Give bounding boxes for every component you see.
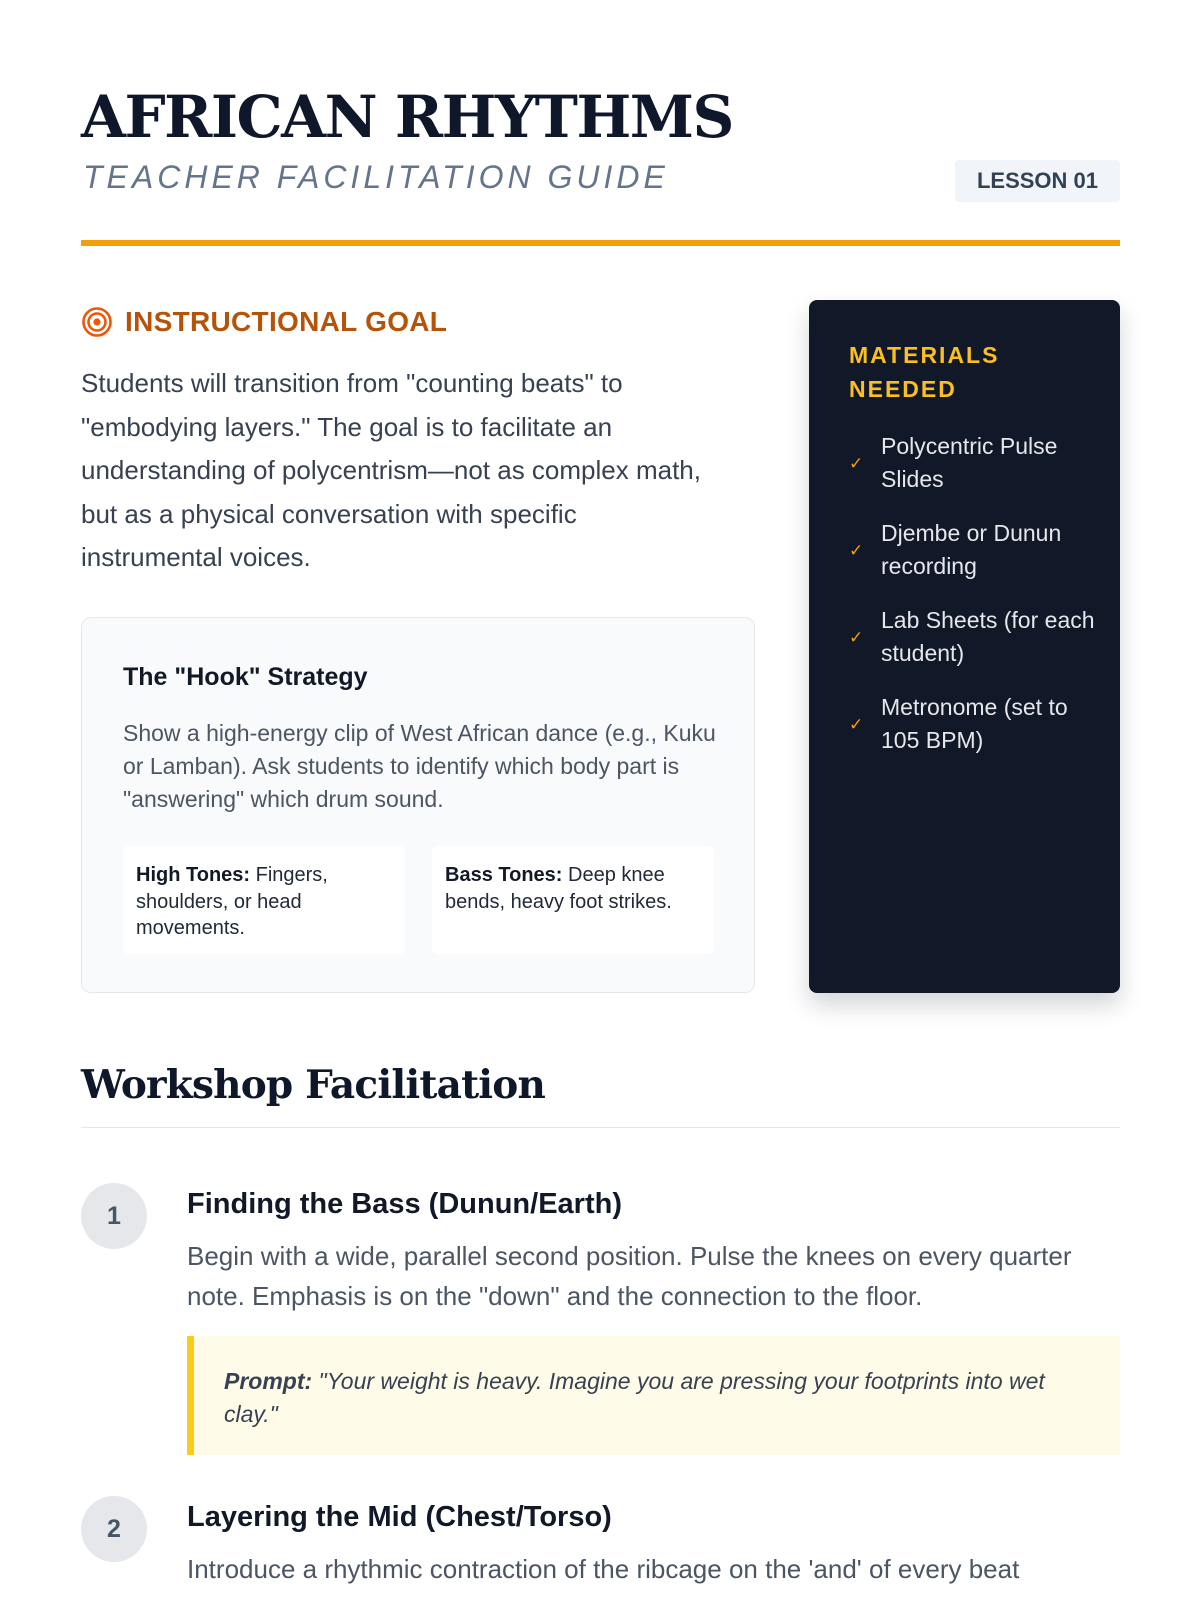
check-icon: ✓ bbox=[849, 627, 864, 647]
prompt-label: Prompt: bbox=[224, 1368, 313, 1394]
materials-panel bbox=[809, 300, 1120, 993]
step-title: Finding the Bass (Dunun/Earth) bbox=[187, 1188, 622, 1220]
bass-tones-text: Deep knee bends, heavy foot strikes. bbox=[445, 864, 672, 913]
high-tones-box bbox=[123, 846, 405, 954]
hook-text: Show a high-energy clip of West African dance (e.g., Kuku or Lamban). Ask students to identify which body part is "answering" which drum sound. bbox=[123, 720, 716, 812]
material-label: Metronome (set to 105 BPM) bbox=[881, 694, 1068, 753]
lesson-badge: LESSON 01 bbox=[955, 160, 1120, 202]
material-label: Djembe or Dunun recording bbox=[881, 520, 1062, 579]
step-text: Introduce a rhythmic contraction of the ribcage on the 'and' of every beat bbox=[187, 1554, 1020, 1584]
goal-heading bbox=[81, 306, 447, 338]
check-icon: ✓ bbox=[849, 540, 864, 560]
check-icon: ✓ bbox=[849, 714, 864, 734]
workshop-divider bbox=[81, 1127, 1120, 1128]
goal-title: INSTRUCTIONAL GOAL bbox=[125, 306, 448, 337]
hook-strategy-card bbox=[81, 617, 755, 993]
check-icon: ✓ bbox=[849, 453, 864, 473]
step-title: Layering the Mid (Chest/Torso) bbox=[187, 1501, 612, 1533]
high-tones-text: Fingers, shoulders, or head movements. bbox=[136, 864, 328, 939]
header-divider bbox=[81, 240, 1120, 246]
page-title: AFRICAN RHYTHMS bbox=[81, 83, 733, 151]
bass-tones-label: Bass Tones: bbox=[445, 864, 563, 886]
materials-title: MATERIALS NEEDED bbox=[849, 342, 1000, 402]
prompt-text: "Your weight is heavy. Imagine you are pressing your footprints into wet clay." bbox=[224, 1368, 1045, 1427]
high-tones-label: High Tones: bbox=[136, 864, 251, 886]
page-subtitle: TEACHER FACILITATION GUIDE bbox=[83, 159, 669, 195]
target-icon bbox=[81, 306, 113, 338]
list-item bbox=[849, 517, 1099, 583]
materials-list bbox=[849, 430, 1099, 778]
material-label: Polycentric Pulse Slides bbox=[881, 433, 1058, 492]
list-item bbox=[849, 691, 1099, 757]
step-number: 2 bbox=[81, 1496, 147, 1562]
step-prompt bbox=[187, 1336, 1120, 1455]
hook-title: The "Hook" Strategy bbox=[123, 663, 368, 691]
material-label: Lab Sheets (for each student) bbox=[881, 607, 1095, 666]
step-number: 1 bbox=[81, 1183, 147, 1249]
step-text: Begin with a wide, parallel second position. Pulse the knees on every quarter note. Emphasis is on the "down" and the connection to the floor. bbox=[187, 1241, 1072, 1311]
list-item bbox=[849, 604, 1099, 670]
workshop-title: Workshop Facilitation bbox=[81, 1062, 546, 1108]
bass-tones-box bbox=[432, 846, 714, 954]
goal-text: Students will transition from "counting beats" to "embodying layers." The goal is to facilitate an understanding of polycentrism—not as complex math, but as a physical conversation with specific instrumental voices. bbox=[81, 368, 701, 572]
list-item bbox=[849, 430, 1099, 496]
